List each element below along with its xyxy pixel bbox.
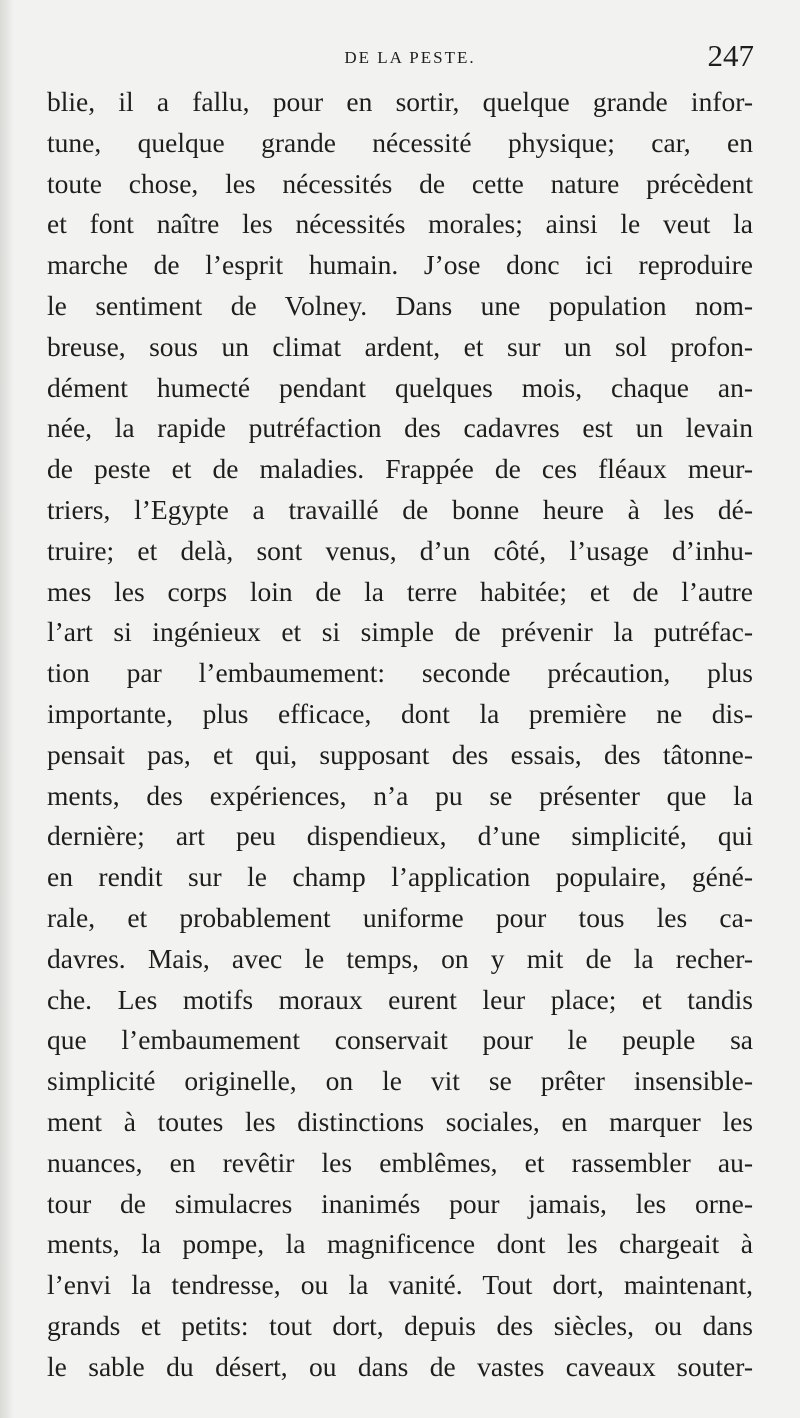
text-line: que l’embaumement conservait pour le peuple sa	[47, 1024, 753, 1056]
text-line: marche de l’esprit humain. J’ose donc ici reproduire	[47, 249, 753, 281]
text-line: ment à toutes les distinctions sociales, en marquer les	[47, 1105, 753, 1137]
text-line: importante, plus efficace, dont la première ne dis-	[47, 697, 753, 729]
text-line: tune, quelque grande nécessité physique; car, en	[47, 126, 753, 158]
text-line: blie, il a fallu, pour en sortir, quelque grande infor-	[47, 86, 753, 117]
text-line: dément humecté pendant quelques mois, chaque an-	[47, 371, 753, 403]
text-line: triers, l’Egypte a travaillé de bonne heure à les dé-	[47, 493, 753, 525]
text-line: le sable du désert, ou dans de vastes caveaux souter-	[47, 1350, 753, 1382]
body-text	[47, 82, 753, 1388]
text-line: dernière; art peu dispendieux, d’une simplicité, qui	[47, 820, 753, 852]
text-line: rale, et probablement uniforme pour tous les ca-	[47, 901, 753, 933]
text-line: grands et petits: tout dort, depuis des siècles, ou dans	[47, 1309, 753, 1341]
text-line: che. Les motifs moraux eurent leur place; et tandis	[47, 983, 753, 1015]
text-line: breuse, sous un climat ardent, et sur un sol profon-	[47, 330, 753, 362]
page-number: 247	[707, 38, 754, 73]
text-line: l’art si ingénieux et si simple de prévenir la putréfac-	[47, 616, 753, 648]
text-line: mes les corps loin de la terre habitée; et de l’autre	[47, 575, 753, 607]
text-line: truire; et delà, sont venus, d’un côté, l’usage d’inhu-	[47, 534, 753, 566]
running-head	[48, 38, 754, 78]
text-line: ments, des expériences, n’a pu se présenter que la	[47, 779, 753, 811]
text-line: née, la rapide putréfaction des cadavres est un levain	[47, 412, 753, 444]
text-line: davres. Mais, avec le temps, on y mit de la recher-	[47, 942, 753, 974]
text-line: l’envi la tendresse, ou la vanité. Tout dort, maintenant,	[47, 1269, 753, 1301]
text-line: en rendit sur le champ l’application populaire, géné-	[47, 861, 753, 893]
text-line: et font naître les nécessités morales; ainsi le veut la	[47, 208, 753, 240]
running-head-title: DE LA PESTE.	[344, 48, 476, 67]
text-line: pensait pas, et qui, supposant des essais, des tâtonne-	[47, 738, 753, 770]
text-line: simplicité originelle, on le vit se prêter insensible-	[47, 1065, 753, 1097]
text-line: le sentiment de Volney. Dans une population nom-	[47, 289, 753, 321]
text-line: ments, la pompe, la magnificence dont les chargeait à	[47, 1228, 753, 1260]
text-line: de peste et de maladies. Frappée de ces fléaux meur-	[47, 453, 753, 485]
text-line: toute chose, les nécessités de cette nature précèdent	[47, 167, 753, 199]
text-line: nuances, en revêtir les emblêmes, et rassembler au-	[47, 1146, 753, 1178]
text-line: tion par l’embaumement: seconde précaution, plus	[47, 657, 753, 689]
text-line: tour de simulacres inanimés pour jamais, les orne-	[47, 1187, 753, 1219]
